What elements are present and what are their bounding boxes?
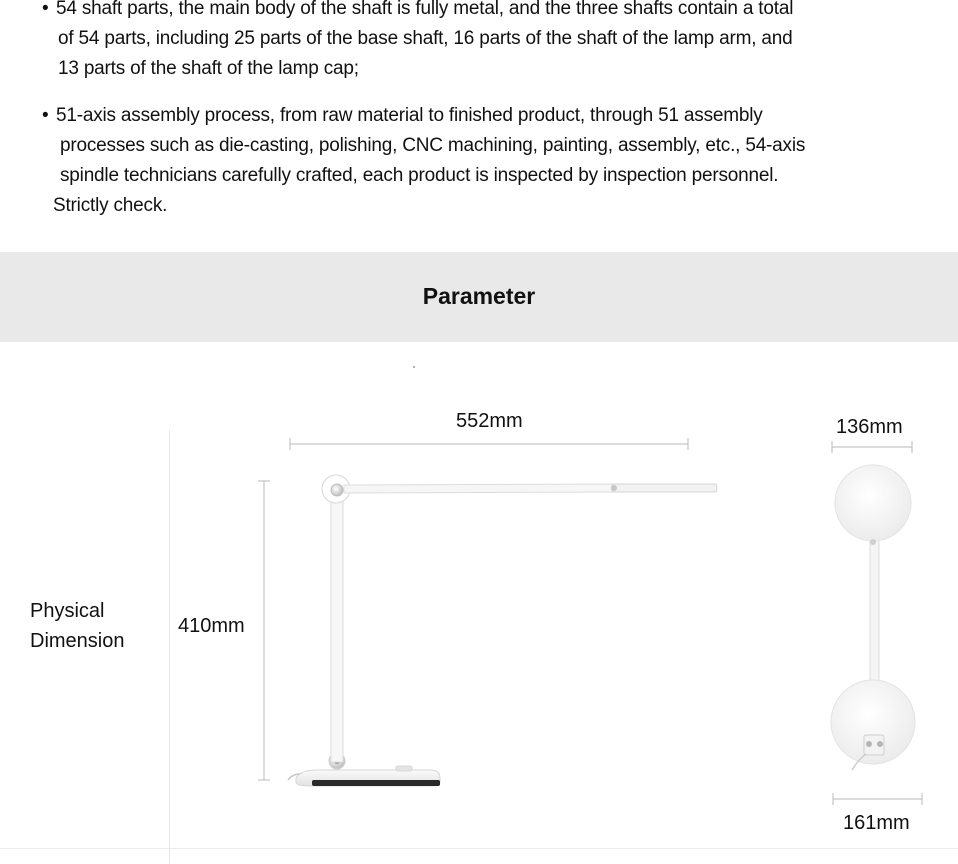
width-label: 552mm — [456, 410, 523, 432]
height-dimension-line — [258, 481, 270, 780]
feature-text-line: Strictly check. — [53, 195, 168, 216]
height-label: 410mm — [178, 615, 245, 637]
base-width-dimension-line — [833, 793, 922, 805]
feature-text-line: processes such as die-casting, polishing, CNC machining, painting, assembly, etc., 54-axis — [60, 135, 806, 156]
parameter-header — [0, 252, 958, 342]
feature-text-line: 54 shaft parts, the main body of the shaft is fully metal, and the three shafts contain a total — [56, 0, 794, 19]
head-width-dimension-line — [832, 441, 912, 453]
feature-text-line: 51-axis assembly process, from raw material to finished product, through 51 assembly — [56, 105, 763, 126]
feature-text-line: 13 parts of the shaft of the lamp cap; — [58, 58, 359, 79]
bullet-marker: • — [42, 105, 49, 126]
width-dimension-line — [290, 438, 688, 450]
lamp-side-view — [288, 475, 717, 786]
parameter-title: Parameter — [422, 282, 536, 309]
row-label-line: Physical — [30, 600, 105, 622]
feature-item-assembly-process — [42, 101, 902, 221]
lamp-top-view — [831, 465, 915, 770]
dimension-row — [0, 342, 958, 864]
row-label-line: Dimension — [30, 630, 125, 652]
feature-text-line: spindle technicians carefully crafted, each product is inspected by inspection personnel. — [60, 165, 779, 186]
base-width-label: 161mm — [843, 812, 910, 834]
head-width-label: 136mm — [836, 416, 903, 438]
bullet-marker: • — [42, 0, 49, 19]
feature-item-shaft-parts — [42, 0, 902, 84]
feature-text-line: of 54 parts, including 25 parts of the base shaft, 16 parts of the shaft of the lamp arm, and — [58, 28, 793, 49]
